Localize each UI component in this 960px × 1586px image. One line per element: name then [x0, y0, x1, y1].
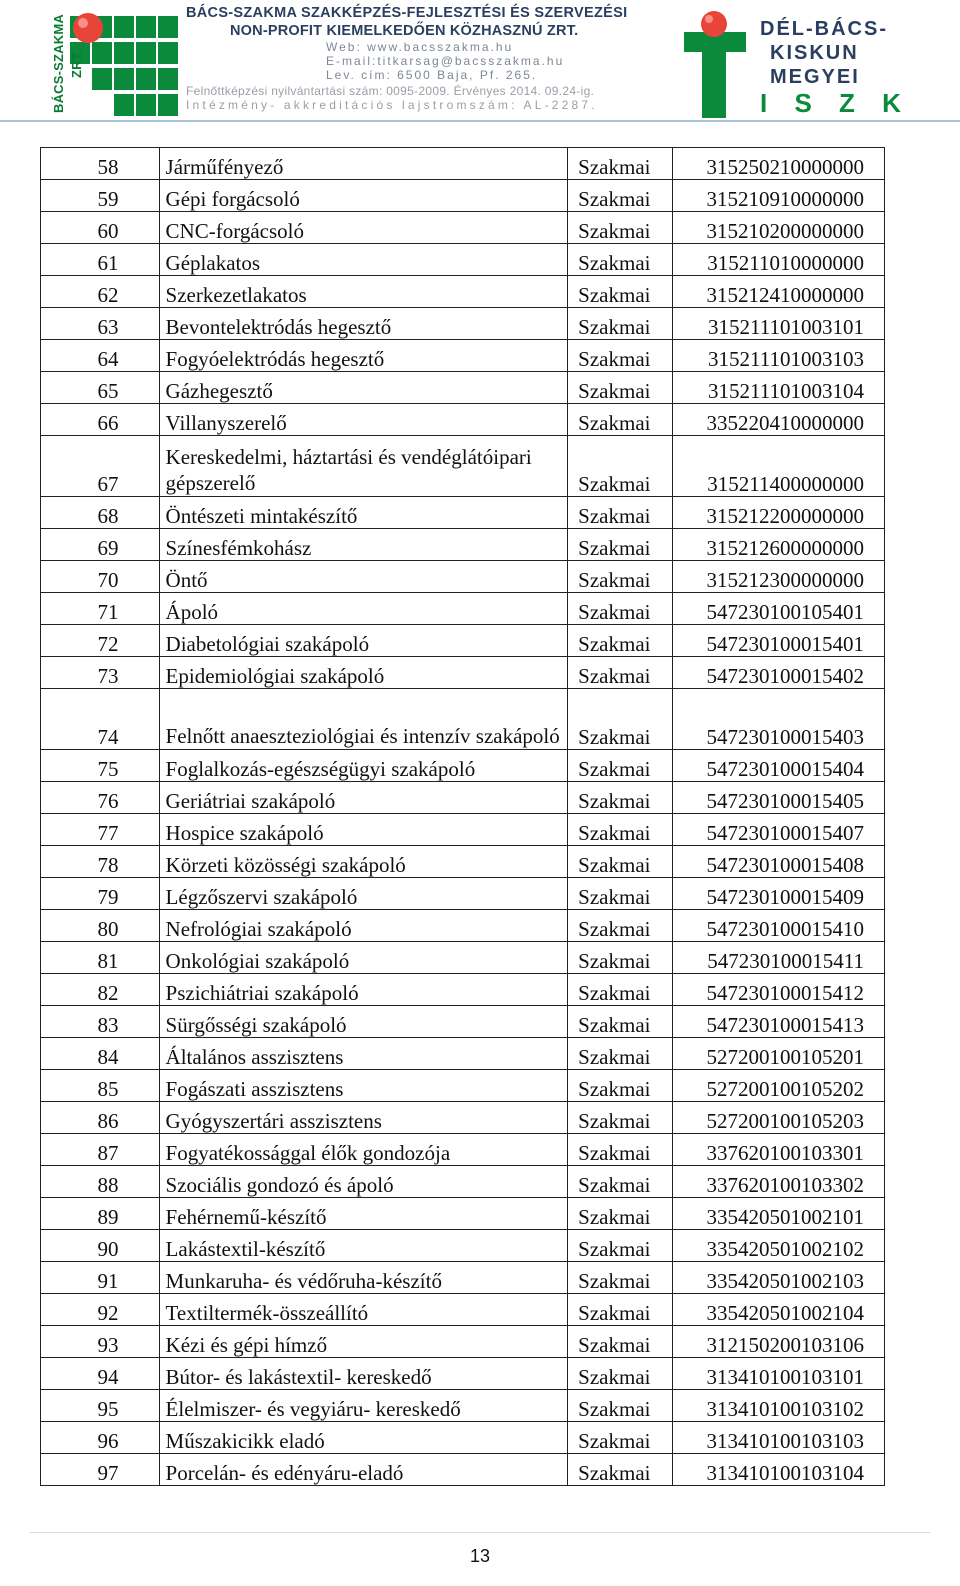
qualification-code: 547230100015402: [672, 657, 884, 689]
row-number: 78: [41, 846, 160, 878]
qualification-type: Szakmai: [568, 782, 672, 814]
table-row: [41, 1166, 885, 1198]
qualification-name: Fehérnemű-készítő: [159, 1198, 568, 1230]
table-row: [41, 404, 885, 436]
table-row: [41, 340, 885, 372]
qualification-type: Szakmai: [568, 1198, 672, 1230]
row-number: 91: [41, 1262, 160, 1294]
row-number: 88: [41, 1166, 160, 1198]
qualification-type: Szakmai: [568, 1390, 672, 1422]
row-number: 96: [41, 1422, 160, 1454]
table-row: [41, 308, 885, 340]
company-name-line2: NON-PROFIT KIEMELKEDŐEN KÖZHASZNÚ ZRT.: [230, 23, 579, 39]
qualification-code: 335420501002103: [672, 1262, 884, 1294]
qualification-type: Szakmai: [568, 1294, 672, 1326]
qualification-name: Fogászati asszisztens: [159, 1070, 568, 1102]
qualification-name: Kézi és gépi hímző: [159, 1326, 568, 1358]
qualification-name: Porcelán- és edényáru-eladó: [159, 1454, 568, 1486]
qualification-type: Szakmai: [568, 689, 672, 750]
table-row: [41, 689, 885, 750]
qualification-name: Fogyatékossággal élők gondozója: [159, 1134, 568, 1166]
qualification-name: Fogyóelektródás hegesztő: [159, 340, 568, 372]
table-row: [41, 1294, 885, 1326]
qualification-code: 547230100015404: [672, 750, 884, 782]
qualification-code: 315210200000000: [672, 212, 884, 244]
footer-divider: [30, 1532, 930, 1533]
qualification-type: Szakmai: [568, 846, 672, 878]
qualification-name: Textiltermék-összeállító: [159, 1294, 568, 1326]
table-row: [41, 180, 885, 212]
row-number: 62: [41, 276, 160, 308]
qualification-type: Szakmai: [568, 561, 672, 593]
qualification-code: 313410100103101: [672, 1358, 884, 1390]
iszk-letters: I S Z K: [760, 88, 911, 118]
qualification-code: 315250210000000: [672, 148, 884, 180]
row-number: 85: [41, 1070, 160, 1102]
vertical-logo-text: BÁCS-SZAKMA ZRT.: [51, 14, 84, 114]
row-number: 83: [41, 1006, 160, 1038]
qualification-type: Szakmai: [568, 372, 672, 404]
row-number: 92: [41, 1294, 160, 1326]
qualification-type: Szakmai: [568, 180, 672, 212]
table-row: [41, 625, 885, 657]
qualification-type: Szakmai: [568, 436, 672, 497]
qualification-code: 547230100015408: [672, 846, 884, 878]
qualification-code: 547230100015413: [672, 1006, 884, 1038]
qualification-code: 547230100015405: [672, 782, 884, 814]
qualification-type: Szakmai: [568, 1102, 672, 1134]
table-row: [41, 910, 885, 942]
row-number: 94: [41, 1358, 160, 1390]
row-number: 82: [41, 974, 160, 1006]
qualification-type: Szakmai: [568, 404, 672, 436]
qualification-type: Szakmai: [568, 1006, 672, 1038]
row-number: 69: [41, 529, 160, 561]
qualification-type: Szakmai: [568, 308, 672, 340]
qualification-name: Szerkezetlakatos: [159, 276, 568, 308]
row-number: 68: [41, 497, 160, 529]
iszk-line1: DÉL-BÁCS-: [760, 18, 888, 40]
qualification-name: Színesfémkohász: [159, 529, 568, 561]
qualification-type: Szakmai: [568, 212, 672, 244]
qualification-code: 315212600000000: [672, 529, 884, 561]
table-row: [41, 1070, 885, 1102]
qualification-name: Hospice szakápoló: [159, 814, 568, 846]
page-number: 13: [469, 1546, 491, 1566]
qualification-code: 335220410000000: [672, 404, 884, 436]
row-number: 60: [41, 212, 160, 244]
qualification-name: Szociális gondozó és ápoló: [159, 1166, 568, 1198]
accreditation-number: Intézmény- akkreditációs lajstromszám: AL-2287.: [186, 98, 598, 112]
table-row: [41, 1262, 885, 1294]
header-divider: [0, 120, 960, 122]
qualification-type: Szakmai: [568, 244, 672, 276]
registry-number: Felnőttképzési nyilvántartási szám: 0095-2009. Érvényes 2014. 09.24-ig.: [186, 84, 595, 98]
qualification-name: Ápoló: [159, 593, 568, 625]
qualification-name: Géplakatos: [159, 244, 568, 276]
qualification-name: CNC-forgácsoló: [159, 212, 568, 244]
qualification-code: 315211010000000: [672, 244, 884, 276]
qualification-name: Bevontelektródás hegesztő: [159, 308, 568, 340]
table-row: [41, 244, 885, 276]
qualification-type: Szakmai: [568, 1422, 672, 1454]
iszk-line3: MEGYEI: [770, 66, 860, 88]
row-number: 66: [41, 404, 160, 436]
row-number: 74: [41, 689, 160, 750]
qualification-type: Szakmai: [568, 148, 672, 180]
row-number: 97: [41, 1454, 160, 1486]
qualification-code: 527200100105203: [672, 1102, 884, 1134]
qualification-type: Szakmai: [568, 1358, 672, 1390]
qualification-code: 315212410000000: [672, 276, 884, 308]
qualification-type: Szakmai: [568, 910, 672, 942]
qualification-type: Szakmai: [568, 657, 672, 689]
qualification-name: Diabetológiai szakápoló: [159, 625, 568, 657]
qualification-code: 315211400000000: [672, 436, 884, 497]
qualification-code: 547230100015403: [672, 689, 884, 750]
row-number: 63: [41, 308, 160, 340]
qualification-name: Öntészeti mintakészítő: [159, 497, 568, 529]
table-row: [41, 276, 885, 308]
qualification-type: Szakmai: [568, 1038, 672, 1070]
qualification-type: Szakmai: [568, 974, 672, 1006]
table-row: [41, 436, 885, 497]
qualification-type: Szakmai: [568, 340, 672, 372]
qualification-code: 547230100105401: [672, 593, 884, 625]
qualification-name: Lakástextil-készítő: [159, 1230, 568, 1262]
table-row: [41, 657, 885, 689]
qualification-code: 313410100103103: [672, 1422, 884, 1454]
qualification-name: Járműfényező: [159, 148, 568, 180]
qualification-type: Szakmai: [568, 1326, 672, 1358]
qualification-code: 547230100015401: [672, 625, 884, 657]
row-number: 67: [41, 436, 160, 497]
qualification-type: Szakmai: [568, 814, 672, 846]
row-number: 84: [41, 1038, 160, 1070]
qualification-name: Pszichiátriai szakápoló: [159, 974, 568, 1006]
row-number: 95: [41, 1390, 160, 1422]
company-email: E-mail:titkarsag@bacsszakma.hu: [326, 54, 565, 68]
qualification-type: Szakmai: [568, 1454, 672, 1486]
qualification-type: Szakmai: [568, 1230, 672, 1262]
qualification-name: Gázhegesztő: [159, 372, 568, 404]
row-number: 80: [41, 910, 160, 942]
qualification-code: 547230100015412: [672, 974, 884, 1006]
table-row: [41, 1102, 885, 1134]
company-web: Web: www.bacsszakma.hu: [326, 40, 514, 54]
qualification-name: Körzeti közösségi szakápoló: [159, 846, 568, 878]
row-number: 71: [41, 593, 160, 625]
row-number: 72: [41, 625, 160, 657]
table-row: [41, 212, 885, 244]
row-number: 81: [41, 942, 160, 974]
qualification-name: Kereskedelmi, háztartási és vendéglátóipari gépszerelő: [159, 436, 568, 497]
table-row: [41, 974, 885, 1006]
qualification-name: Légzőszervi szakápoló: [159, 878, 568, 910]
qualification-name: Élelmiszer- és vegyiáru- kereskedő: [159, 1390, 568, 1422]
row-number: 76: [41, 782, 160, 814]
qualification-code: 527200100105201: [672, 1038, 884, 1070]
table-row: [41, 750, 885, 782]
row-number: 58: [41, 148, 160, 180]
row-number: 73: [41, 657, 160, 689]
qualification-code: 547230100015409: [672, 878, 884, 910]
qualification-code: 547230100015411: [672, 942, 884, 974]
row-number: 77: [41, 814, 160, 846]
qualification-code: 315210910000000: [672, 180, 884, 212]
qualification-type: Szakmai: [568, 750, 672, 782]
row-number: 64: [41, 340, 160, 372]
qualification-table: [40, 147, 885, 1486]
qualification-code: 315211101003103: [672, 340, 884, 372]
qualification-code: 337620100103301: [672, 1134, 884, 1166]
table-row: [41, 1422, 885, 1454]
table-row: [41, 1198, 885, 1230]
row-number: 89: [41, 1198, 160, 1230]
table-row: [41, 846, 885, 878]
table-row: [41, 1230, 885, 1262]
qualification-code: 315211101003101: [672, 308, 884, 340]
row-number: 79: [41, 878, 160, 910]
qualification-code: 335420501002101: [672, 1198, 884, 1230]
qualification-code: 335420501002104: [672, 1294, 884, 1326]
qualification-code: 335420501002102: [672, 1230, 884, 1262]
letterhead: [0, 0, 960, 122]
table-row: [41, 561, 885, 593]
qualification-code: 313410100103102: [672, 1390, 884, 1422]
row-number: 93: [41, 1326, 160, 1358]
qualification-code: 312150200103106: [672, 1326, 884, 1358]
qualification-type: Szakmai: [568, 593, 672, 625]
row-number: 86: [41, 1102, 160, 1134]
row-number: 90: [41, 1230, 160, 1262]
qualification-name: Bútor- és lakástextil- kereskedő: [159, 1358, 568, 1390]
table-row: [41, 1454, 885, 1486]
table-row: [41, 878, 885, 910]
qualification-code: 315211101003104: [672, 372, 884, 404]
qualification-name: Gépi forgácsoló: [159, 180, 568, 212]
qualification-code: 315212300000000: [672, 561, 884, 593]
qualification-name: Sürgősségi szakápoló: [159, 1006, 568, 1038]
table-row: [41, 942, 885, 974]
qualification-name: Öntő: [159, 561, 568, 593]
row-number: 70: [41, 561, 160, 593]
table-row: [41, 1006, 885, 1038]
table-row: [41, 1038, 885, 1070]
table-row: [41, 372, 885, 404]
qualification-type: Szakmai: [568, 529, 672, 561]
table-row: [41, 1358, 885, 1390]
qualification-code: 337620100103302: [672, 1166, 884, 1198]
table-row: [41, 1134, 885, 1166]
row-number: 65: [41, 372, 160, 404]
qualification-code: 315212200000000: [672, 497, 884, 529]
table-row: [41, 1390, 885, 1422]
iszk-line2: KISKUN: [770, 42, 859, 64]
row-number: 59: [41, 180, 160, 212]
table-row: [41, 1326, 885, 1358]
row-number: 75: [41, 750, 160, 782]
qualification-code: 313410100103104: [672, 1454, 884, 1486]
company-name-line1: BÁCS-SZAKMA SZAKKÉPZÉS-FEJLESZTÉSI ÉS SZERVEZÉSI: [186, 5, 628, 21]
qualification-name: Nefrológiai szakápoló: [159, 910, 568, 942]
qualification-type: Szakmai: [568, 276, 672, 308]
table-row: [41, 148, 885, 180]
qualification-code: 547230100015410: [672, 910, 884, 942]
qualification-name: Műszakicikk eladó: [159, 1422, 568, 1454]
company-address: Lev. cím: 6500 Baja, Pf. 265.: [326, 68, 538, 82]
qualification-type: Szakmai: [568, 1262, 672, 1294]
qualification-name: Általános asszisztens: [159, 1038, 568, 1070]
qualification-name: Onkológiai szakápoló: [159, 942, 568, 974]
qualification-name: Munkaruha- és védőruha-készítő: [159, 1262, 568, 1294]
qualification-type: Szakmai: [568, 1166, 672, 1198]
qualification-code: 547230100015407: [672, 814, 884, 846]
qualification-name: Foglalkozás-egészségügyi szakápoló: [159, 750, 568, 782]
table-row: [41, 529, 885, 561]
qualification-type: Szakmai: [568, 1134, 672, 1166]
table-row: [41, 782, 885, 814]
table-row: [41, 593, 885, 625]
qualification-name: Felnőtt anaeszteziológiai és intenzív szakápoló: [159, 689, 568, 750]
qualification-name: Gyógyszertári asszisztens: [159, 1102, 568, 1134]
qualification-code: 527200100105202: [672, 1070, 884, 1102]
table-row: [41, 814, 885, 846]
qualification-name: Villanyszerelő: [159, 404, 568, 436]
table-row: [41, 497, 885, 529]
iszk-logo: [684, 10, 911, 120]
qualification-name: Epidemiológiai szakápoló: [159, 657, 568, 689]
letterhead-text: [186, 4, 686, 112]
qualification-type: Szakmai: [568, 942, 672, 974]
row-number: 87: [41, 1134, 160, 1166]
qualification-type: Szakmai: [568, 497, 672, 529]
qualification-type: Szakmai: [568, 625, 672, 657]
row-number: 61: [41, 244, 160, 276]
qualification-name: Geriátriai szakápoló: [159, 782, 568, 814]
qualification-type: Szakmai: [568, 878, 672, 910]
qualification-type: Szakmai: [568, 1070, 672, 1102]
